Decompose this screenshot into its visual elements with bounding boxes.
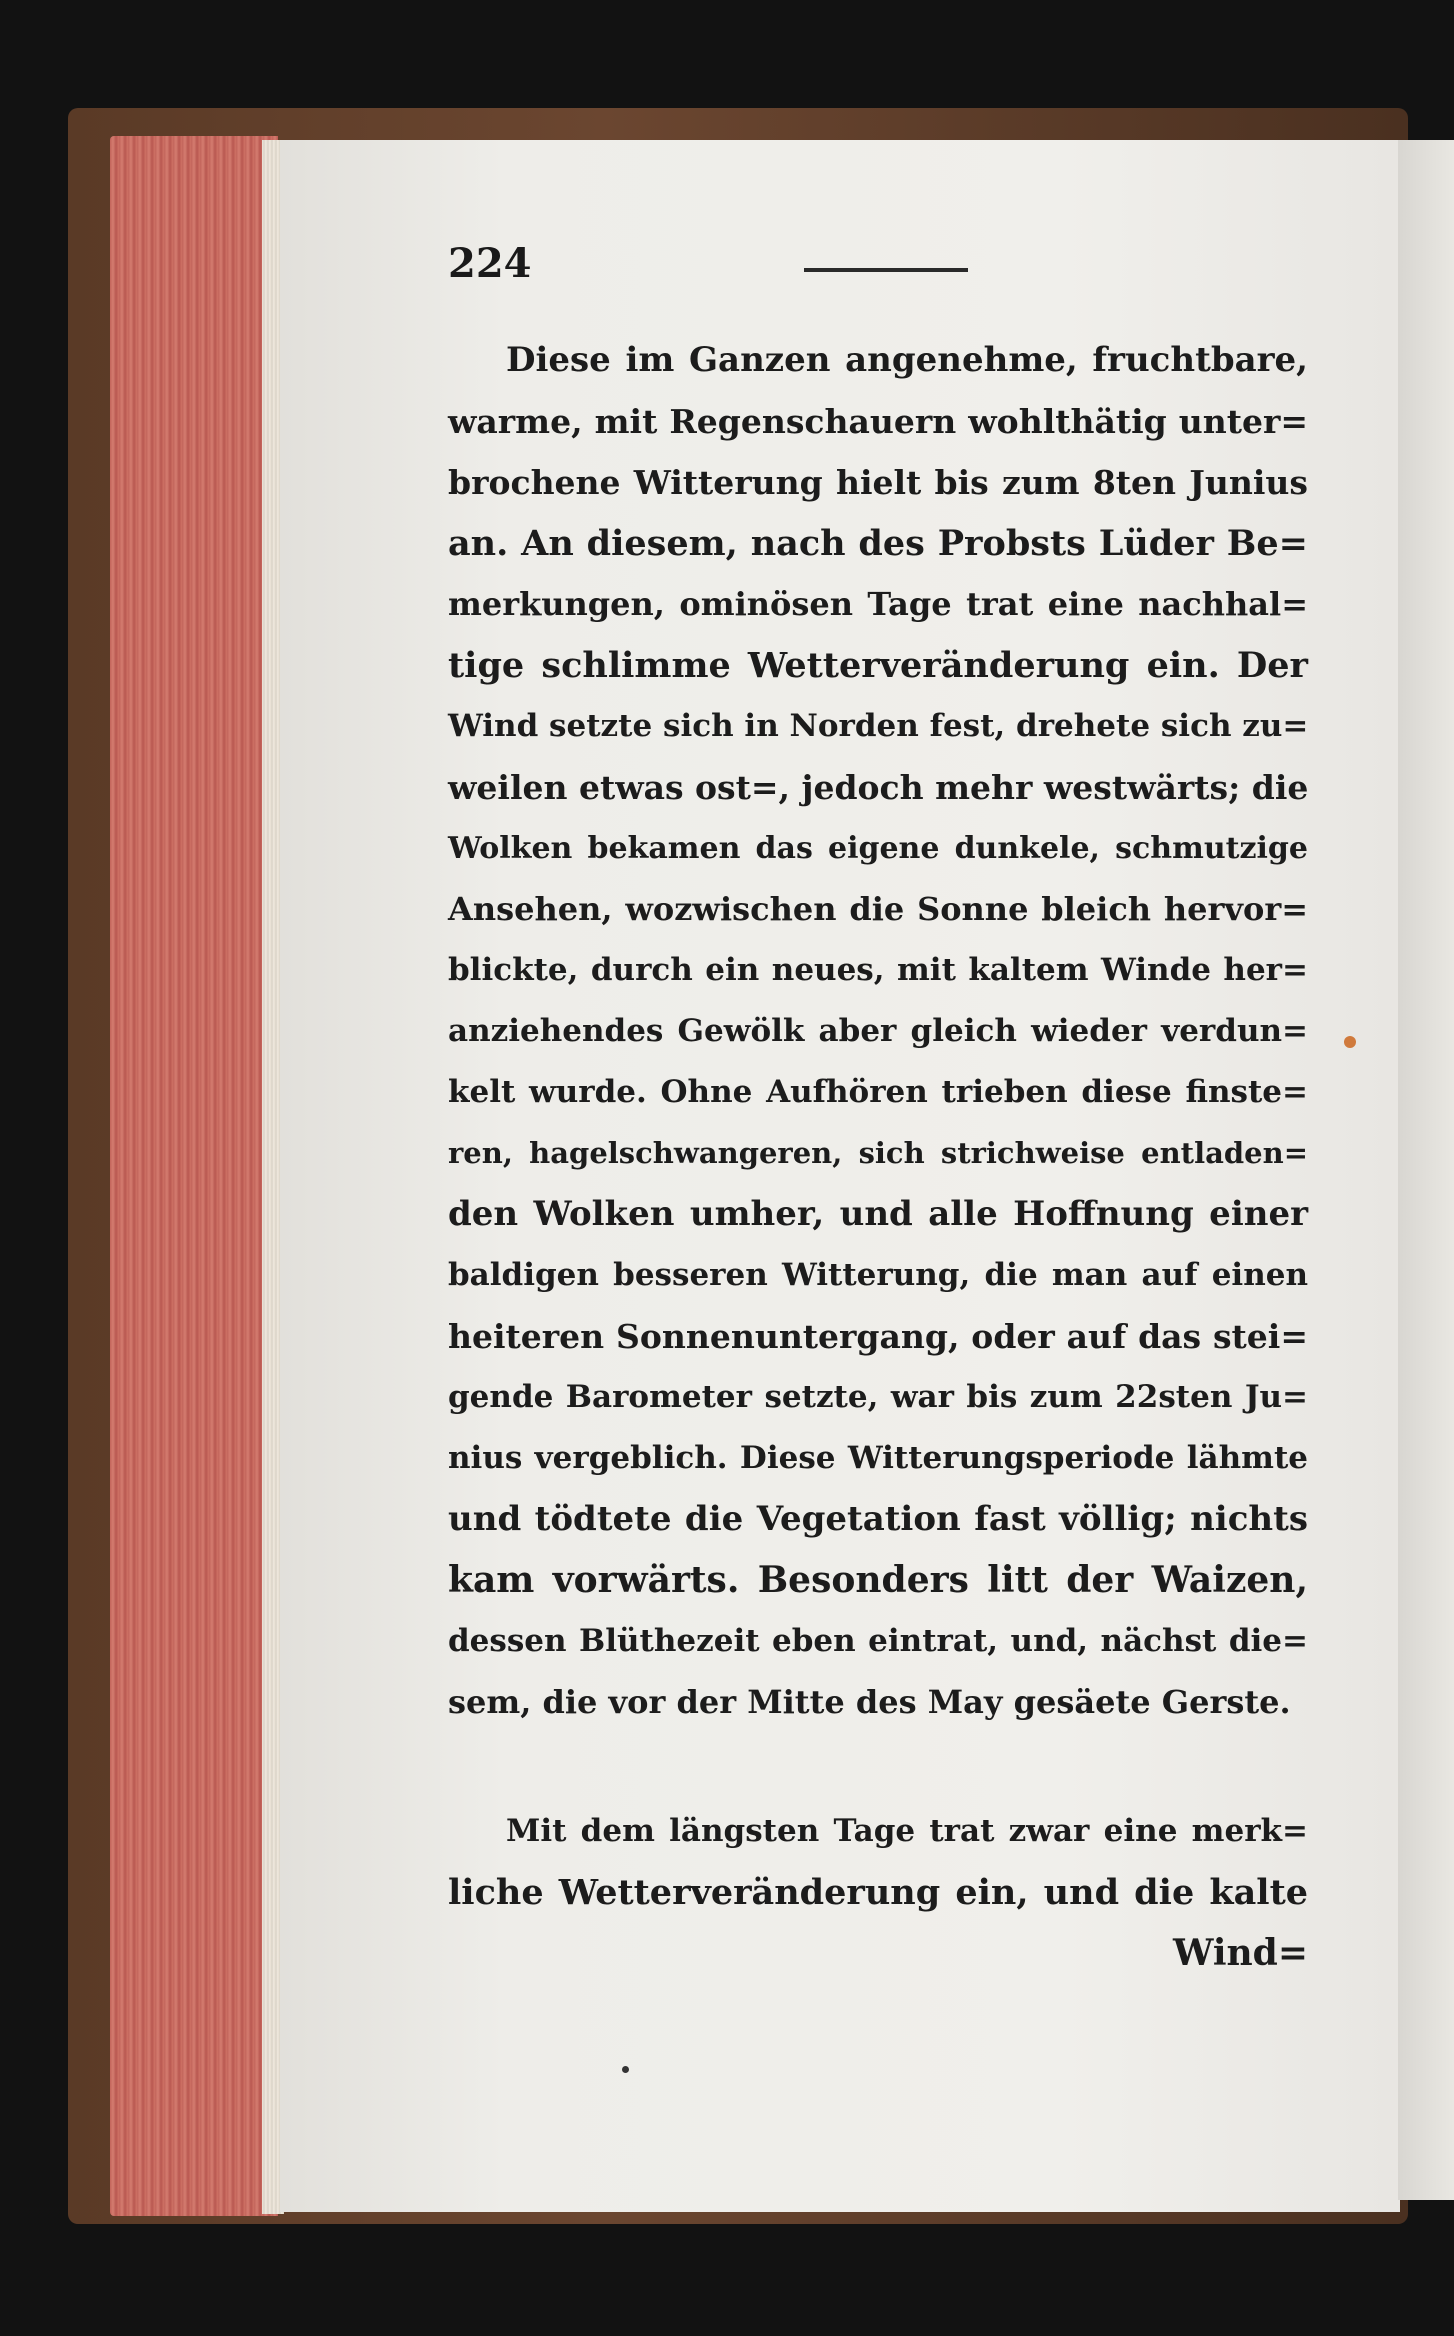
text-line: Mit dem längsten Tage trat zwar eine merk= — [506, 1813, 1308, 1849]
paragraph-gap — [448, 1733, 1308, 1801]
page-edge-red — [110, 136, 278, 2216]
ink-spot — [1344, 1036, 1356, 1048]
text-line: kelt wurde. Ohne Aufhören trieben diese finste= — [448, 1074, 1308, 1110]
text-line: ren, hagelschwangeren, sich strichweise entladen= — [448, 1136, 1308, 1170]
text-line: nius vergeblich. Diese Witterungsperiode lähmte — [448, 1440, 1308, 1476]
text-line: warme, mit Regenschauern wohlthätig unter= — [448, 402, 1308, 441]
text-line: Wind setzte sich in Norden fest, drehete sich zu= — [448, 708, 1309, 744]
text-line: Ansehen, wozwischen die Sonne bleich hervor= — [448, 890, 1308, 928]
text-line: liche Wetterveränderung ein, und die kalte — [448, 1872, 1308, 1913]
text-line: merkungen, ominösen Tage trat eine nachhal= — [448, 585, 1308, 623]
paper-speck — [622, 2066, 629, 2073]
text-line: tige schlimme Wetterveränderung ein. Der — [448, 645, 1308, 686]
body-text — [448, 330, 1308, 1984]
text-line: kam vorwärts. Besonders litt der Waizen, — [448, 1559, 1308, 1601]
text-line: den Wolken umher, und alle Hoffnung einer — [448, 1194, 1308, 1234]
text-line: baldigen besseren Witterung, die man auf einen — [448, 1257, 1308, 1293]
text-line: anziehendes Gewölk aber gleich wieder verdun= — [448, 1013, 1308, 1049]
text-line: Diese im Ganzen angenehme, fruchtbare, — [506, 340, 1308, 380]
header-rule — [804, 268, 968, 272]
text-line: dessen Blüthezeit eben eintrat, und, nächst die= — [448, 1623, 1308, 1659]
text-line: weilen etwas ost=, jedoch mehr westwärts; die — [448, 768, 1309, 807]
text-line: und tödtete die Vegetation fast völlig; nichts — [448, 1499, 1308, 1539]
page-number: 224 — [448, 240, 532, 287]
text-line: an. An diesem, nach des Probsts Lüder Be= — [448, 523, 1308, 564]
text-line: blickte, durch ein neues, mit kaltem Winde her= — [448, 952, 1308, 988]
facing-page-edge — [1398, 140, 1454, 2200]
text-line: heiteren Sonnenuntergang, oder auf das stei= — [448, 1317, 1308, 1356]
catchword: Wind= — [1173, 1932, 1308, 1974]
text-line: Wolken bekamen das eigene dunkele, schmutzige — [448, 831, 1308, 866]
text-line: brochene Witterung hielt bis zum 8ten Junius — [448, 463, 1308, 502]
text-line: sem, die vor der Mitte des May gesäete Gerste. — [448, 1683, 1291, 1721]
text-line: gende Barometer setzte, war bis zum 22sten Ju= — [448, 1379, 1308, 1415]
page-header — [448, 240, 1308, 300]
